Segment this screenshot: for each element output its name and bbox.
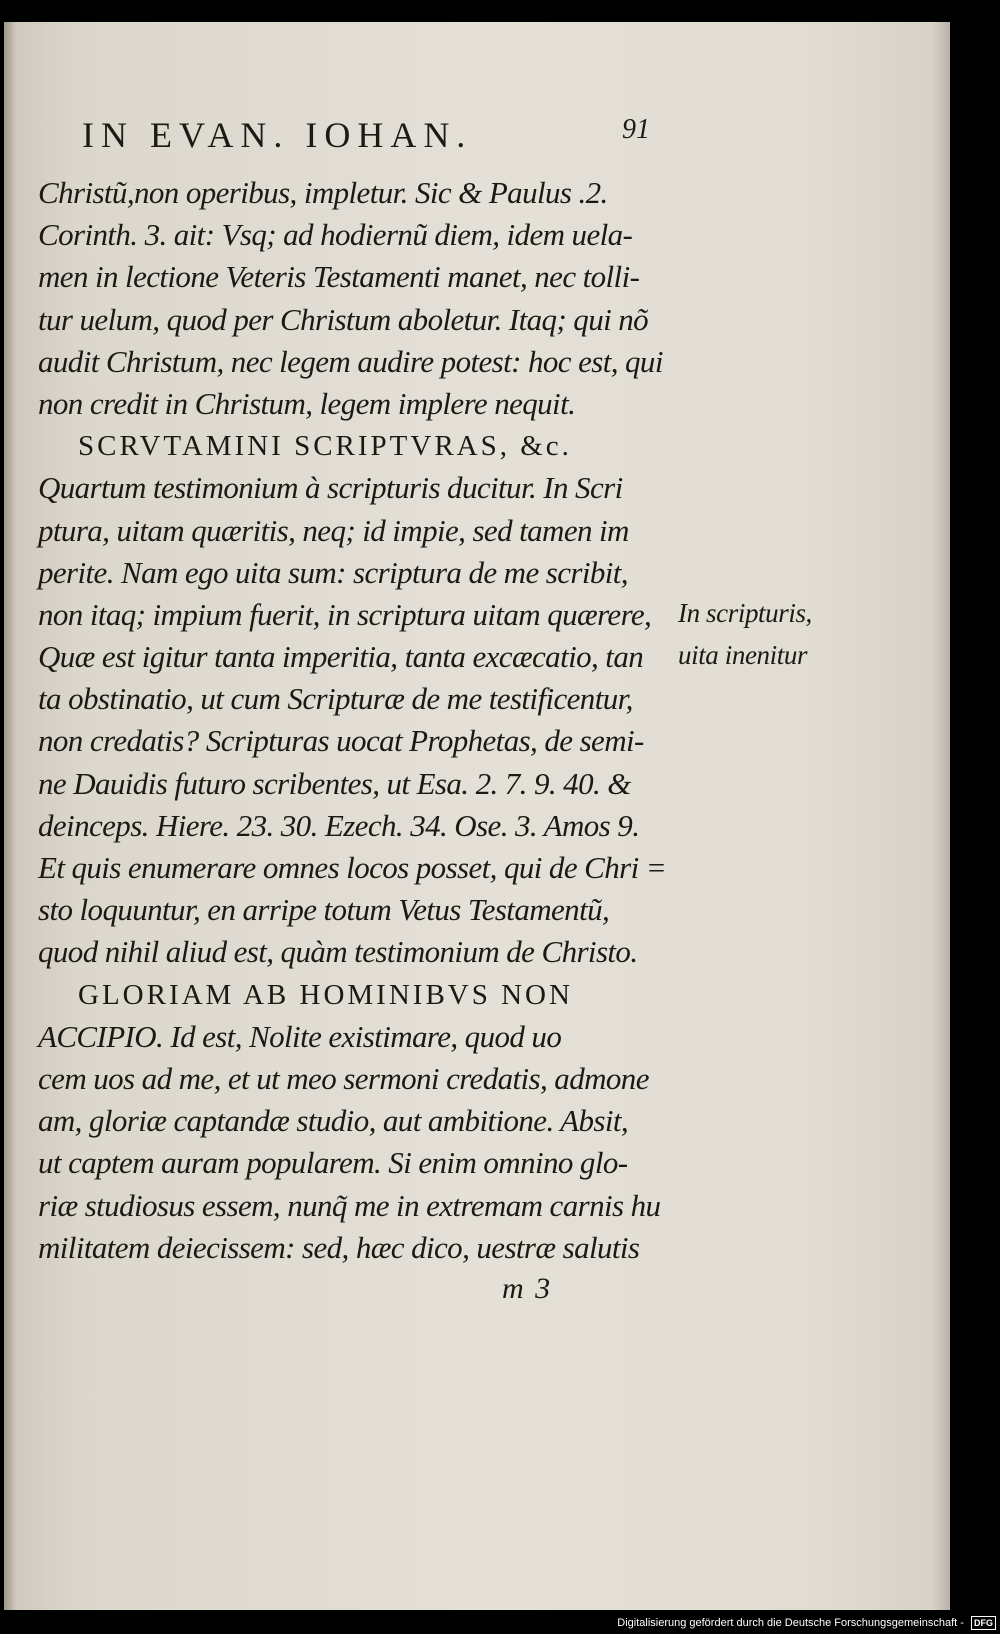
text-line: non credatis? Scripturas uocat Prophetas, de semi-: [38, 723, 644, 759]
section-heading: SCRVTAMINI SCRIPTVRAS, &c.: [78, 430, 572, 463]
text-line: sto loquuntur, en arripe totum Vetus Testamentũ,: [38, 892, 610, 928]
margin-note-line: uita inenitur: [678, 640, 808, 671]
text-line: audit Christum, nec legem audire potest: hoc est, qui: [38, 343, 663, 379]
margin-note: [678, 592, 858, 676]
text-line: Christũ,non operibus, impletur. Sic & Paulus .2.: [38, 175, 608, 210]
text-line: cem uos ad me, et ut meo sermoni credatis, admone: [38, 1060, 649, 1096]
text-line: quod nihil aliud est, quàm testimonium de Christo.: [38, 934, 638, 970]
text-line: am, gloriæ captandæ studio, aut ambitione. Absit,: [38, 1103, 629, 1139]
book-page: [4, 22, 950, 1610]
running-title: IN EVAN. IOHAN.: [82, 115, 473, 155]
text-line: ta obstinatio, ut cum Scripturæ de me testificentur,: [38, 681, 633, 717]
text-line: deinceps. Hiere. 23. 30. Ezech. 34. Ose. 3. Amos 9.: [38, 807, 640, 843]
section-heading: GLORIAM AB HOMINIBVS NON: [78, 978, 573, 1011]
signature-mark: m 3: [502, 1272, 553, 1305]
text-line: Corinth. 3. ait: Vsq; ad hodiernũ diem, idem uela-: [38, 217, 633, 253]
text-line: Et quis enumerare omnes locos posset, qui de Chri =: [38, 850, 667, 885]
text-line: militatem deiecissem: sed, hæc dico, uestræ salutis: [38, 1229, 640, 1265]
credit-text: Digitalisierung gefördert durch die Deutsche Forschungsgemeinschaft -: [617, 1617, 964, 1629]
text-line: tur uelum, quod per Christum aboletur. Itaq; qui nõ: [38, 301, 649, 337]
running-header: [82, 114, 682, 158]
text-line: ptura, uitam quæritis, neq; id impie, sed tamen im: [38, 512, 629, 548]
body-text: [38, 172, 678, 1269]
text-line: non itaq; impium fuerit, in scriptura uitam quærere,: [38, 596, 652, 632]
text-line: non credit in Christum, legem implere nequit.: [38, 385, 576, 421]
digitization-credit: [560, 1614, 996, 1632]
text-line: riæ studiosus essem, nunq̃ me in extremam carnis hu: [38, 1187, 661, 1223]
text-line: ut captem auram popularem. Si enim omnino glo-: [38, 1145, 628, 1181]
text-line: Quæ est igitur tanta imperitia, tanta excæcatio, tan: [38, 639, 644, 675]
dfg-logo: DFG: [971, 1616, 996, 1630]
text-line: Quartum testimonium à scripturis ducitur. In Scri: [38, 470, 623, 506]
folio-number: 91: [622, 114, 650, 145]
text-line: ne Dauidis futuro scribentes, ut Esa. 2. 7. 9. 40. &: [38, 765, 631, 801]
text-line: ACCIPIO. Id est, Nolite existimare, quod uo: [38, 1018, 562, 1054]
text-line: perite. Nam ego uita sum: scriptura de me scribit,: [38, 554, 628, 590]
text-line: men in lectione Veteris Testamenti manet, nec tolli-: [38, 259, 640, 295]
margin-note-line: In scripturis,: [678, 598, 812, 628]
